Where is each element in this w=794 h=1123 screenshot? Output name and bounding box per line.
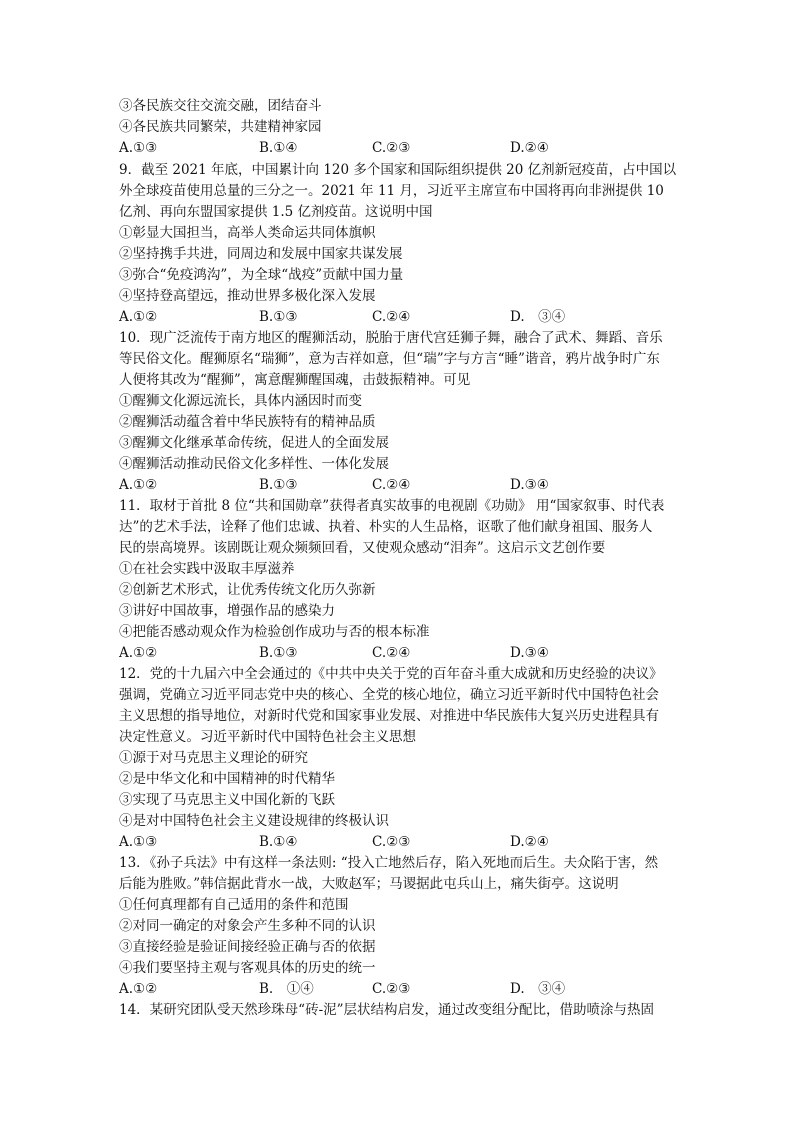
option-a: A.①③: [119, 834, 158, 850]
question-9-text: 亿剂、再向东盟国家提供 1.5 亿剂疫苗。这说明中国: [119, 204, 433, 220]
answer-options-row: [0, 832, 794, 852]
option-d: D.②④: [510, 834, 549, 850]
option-d: D. ③④: [510, 309, 566, 325]
option-b: B.①④: [259, 834, 298, 850]
question-10-text: 等民俗文化。醒狮原名“瑞狮”，意为吉祥如意，但“瑞”字与方言“睡”谐音，鸦片战争时广东: [119, 351, 660, 367]
statement-line: ④是对中国特色社会主义建设规律的终极认识: [119, 813, 389, 829]
statement-line: ②是中华文化和中国精神的时代精华: [119, 771, 335, 787]
statement-line: ④醒狮活动推动民俗文化多样性、一体化发展: [119, 456, 389, 472]
question-12-text: 决定性意义。习近平新时代中国特色社会主义思想: [119, 729, 416, 745]
answer-options-row: [0, 979, 794, 999]
answer-options-row: [0, 307, 794, 327]
option-b: B.①③: [259, 645, 298, 661]
statement-line: ①在社会实践中汲取丰厚滋养: [119, 561, 295, 577]
question-9-text: 外全球疫苗使用总量的三分之一。2021 年 11 月，习近平主席宣布中国将再向非洲提供 10: [119, 183, 664, 199]
question-12-text: 12．党的十九届六中全会通过的《中共中央关于党的百年奋斗重大成就和历史经验的决议》: [119, 666, 663, 682]
answer-options-row: [0, 643, 794, 663]
option-d: D. ③④: [510, 981, 566, 997]
option-c: C.②③: [372, 834, 411, 850]
statement-line: ②醒狮活动蕴含着中华民族特有的精神品质: [119, 414, 376, 430]
statement-line: ④各民族共同繁荣，共建精神家园: [119, 119, 322, 135]
question-10-text: 10．现广泛流传于南方地区的醒狮活动，脱胎于唐代宫廷狮子舞，融合了武术、舞蹈、音乐: [119, 330, 663, 346]
statement-line: ③各民族交往交流交融，团结奋斗: [119, 98, 322, 114]
option-d: D.②④: [510, 140, 549, 156]
question-12-text: 主义思想的指导地位，对新时代党和国家事业发展、对推进中华民族伟大复兴历史进程具有: [119, 708, 659, 724]
statement-line: ①醒狮文化源远流长，具体内涵因时而变: [119, 393, 362, 409]
question-10-text: 人便将其改为“醒狮”，寓意醒狮醒国魂，击鼓振精神。可见: [119, 372, 471, 388]
statement-line: ①彰显大国担当，高举人类命运共同体旗帜: [119, 225, 376, 241]
option-a: A.①②: [119, 645, 158, 661]
option-b: B. ①④: [259, 981, 314, 997]
statement-line: ③醒狮文化继承革命传统，促进人的全面发展: [119, 435, 389, 451]
statement-line: ④坚持登高望远，推动世界多极化深入发展: [119, 288, 376, 304]
option-c: C.②④: [372, 477, 411, 493]
option-d: D.③④: [510, 477, 549, 493]
statement-line: ④我们要坚持主观与客观具体的历史的统一: [119, 960, 376, 976]
option-c: C.②④: [372, 645, 411, 661]
statement-line: ①任何真理都有自己适用的条件和范围: [119, 897, 349, 913]
statement-line: ④把能否感动观众作为检验创作成功与否的根本标准: [119, 624, 430, 640]
question-9-text: 9．截至 2021 年底，中国累计向 120 多个国家和国际组织提供 20 亿剂新冠疫苗，占中国以: [119, 162, 677, 178]
statement-line: ③弥合“免疫鸿沟”，为全球“战疫”贡献中国力量: [119, 267, 404, 283]
answer-options-row: [0, 138, 794, 158]
question-14-text: 14．某研究团队受天然珍珠母“砖-泥”层状结构启发，通过改变组分配比，借助喷涂与热固: [119, 1002, 655, 1018]
option-a: A.①②: [119, 981, 158, 997]
question-13-text: 后能为胜败。”韩信据此背水一战，大败赵军；马谡据此屯兵山上，痛失街亭。这说明: [119, 876, 619, 892]
question-11-text: 达”的艺术手法，诠释了他们忠诚、执着、朴实的人生品格，讴歌了他们献身祖国、服务人: [119, 519, 653, 535]
answer-options-row: [0, 475, 794, 495]
question-11-text: 民的崇高境界。该剧既让观众频频回看，又使观众感动“泪奔”。这启示文艺创作要: [119, 540, 606, 556]
statement-line: ①源于对马克思主义理论的研究: [119, 750, 308, 766]
option-b: B.①③: [259, 477, 298, 493]
question-12-text: 强调，党确立习近平同志党中央的核心、全党的核心地位，确立习近平新时代中国特色社会: [119, 687, 659, 703]
option-c: C.②④: [372, 309, 411, 325]
statement-line: ③讲好中国故事，增强作品的感染力: [119, 603, 335, 619]
statement-line: ③直接经验是验证间接经验正确与否的依据: [119, 939, 376, 955]
question-11-text: 11．取材于首批 8 位“共和国勋章”获得者真实故事的电视剧《功勋》 用“国家叙事、时代表: [119, 498, 665, 514]
option-b: B.①③: [259, 309, 298, 325]
option-c: C.②③: [372, 981, 411, 997]
statement-line: ②对同一确定的对象会产生多种不同的认识: [119, 918, 376, 934]
option-a: A.①②: [119, 309, 158, 325]
statement-line: ②创新艺术形式，让优秀传统文化历久弥新: [119, 582, 376, 598]
option-a: A.①②: [119, 477, 158, 493]
option-c: C.②③: [372, 140, 411, 156]
statement-line: ③实现了马克思主义中国化新的飞跃: [119, 792, 335, 808]
option-d: D.③④: [510, 645, 549, 661]
statement-line: ②坚持携手共进，同周边和发展中国家共谋发展: [119, 246, 403, 262]
option-b: B.①④: [259, 140, 298, 156]
question-13-text: 13．《孙子兵法》中有这样一条法则: “投入亡地然后存，陷入死地而后生。夫众陷于害，然: [119, 855, 659, 871]
option-a: A.①③: [119, 140, 158, 156]
